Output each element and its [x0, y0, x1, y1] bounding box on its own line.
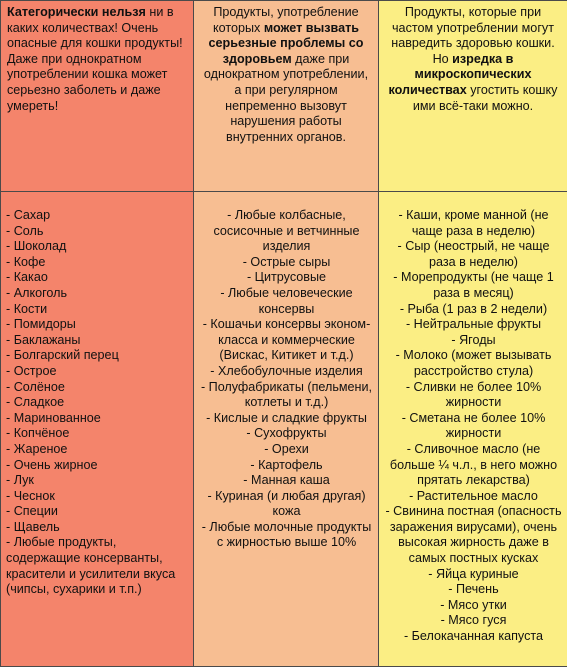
- list-item: - Болгарский перец: [6, 348, 119, 363]
- header-cell-forbidden: [1, 1, 194, 192]
- header-segment: может вызвать серьезные проблемы со здоровьем: [208, 20, 364, 66]
- list-item: - Манная каша: [243, 473, 330, 488]
- list-item: - Жареное: [6, 441, 68, 456]
- list-item: - Щавель: [6, 519, 60, 534]
- list-item: - Копчёное: [6, 426, 70, 441]
- list-item: - Специи: [6, 504, 58, 519]
- list-item: - Любые продукты, содержащие консерванты, красители и усилители вкуса (чипсы, сухарики и т.п.): [6, 535, 176, 597]
- list-item: - Морепродукты (не чаще 1 раза в месяц): [393, 270, 554, 300]
- list-item: - Хлебобулочные изделия: [210, 363, 363, 378]
- list-item: - Нейтральные фрукты: [405, 317, 541, 332]
- list-item: - Помидоры: [6, 317, 76, 332]
- header-segment: Продукты, употребление которых: [212, 5, 359, 35]
- list-item: - Какао: [6, 270, 48, 285]
- list-item: - Растительное масло: [409, 488, 538, 503]
- header-text-harmful: [200, 5, 372, 145]
- list-forbidden: [6, 208, 189, 598]
- list-item: - Солёное: [6, 379, 65, 394]
- list-item: - Лук: [6, 473, 34, 488]
- header-segment: изредка в микроскопических количествах: [388, 51, 532, 97]
- list-item: - Сухофрукты: [246, 426, 327, 441]
- list-item: - Сахар: [6, 208, 51, 222]
- list-item: - Картофель: [250, 457, 323, 472]
- list-item: - Сладкое: [6, 395, 65, 410]
- list-item: - Кости: [6, 301, 48, 316]
- list-item: - Яйца куриные: [428, 566, 519, 581]
- header-segment: ни в каких количествах! Очень опасные для кошки продукты! Даже при однократном употреблении кошка может серьезно заболеть и даже умереть!: [7, 5, 183, 113]
- header-segment: Но: [432, 51, 453, 66]
- list-item: - Свинина постная (опасность заражения вирусами), очень высокая жирность даже в самых постных кусках: [385, 504, 562, 566]
- list-item: - Любые колбасные, сосисочные и ветчинные изделия: [213, 208, 360, 254]
- header-segment: Продукты, которые при частом употреблении могут навредить здоровью кошки.: [391, 5, 555, 51]
- list-item: - Цитрусовые: [246, 270, 327, 285]
- header-text-forbidden: [7, 5, 187, 114]
- header-text-limited: [385, 5, 561, 114]
- header-cell-harmful: [194, 1, 379, 192]
- list-row: [1, 192, 567, 667]
- list-item: - Острое: [6, 363, 57, 378]
- list-item: - Сыр (неострый, не чаще раза в неделю): [397, 239, 550, 269]
- list-item: - Шоколад: [6, 239, 67, 254]
- list-item: - Мясо гуся: [440, 613, 507, 628]
- header-row: [1, 1, 567, 192]
- list-item: - Орехи: [264, 441, 309, 456]
- list-item: - Соль: [6, 223, 44, 238]
- header-segment: даже при однократном употреблении, а при регулярном непременно вызовут нарушения работы внутренних органов.: [203, 51, 369, 144]
- list-item: - Ягоды: [451, 332, 496, 347]
- list-cell-forbidden: [1, 192, 194, 667]
- list-item: - Острые сыры: [242, 254, 331, 269]
- list-item: - Каши, кроме манной (не чаще раза в неделю): [398, 208, 549, 238]
- list-item: - Куриная (и любая другая) кожа: [207, 488, 366, 519]
- list-item: - Сметана не более 10% жирности: [401, 410, 546, 441]
- list-item: - Кислые и сладкие фрукты: [206, 410, 367, 425]
- list-item: - Мясо утки: [440, 597, 507, 612]
- header-cell-limited: [379, 1, 567, 192]
- list-item: - Любые молочные продукты с жирностью выше 10%: [201, 519, 372, 550]
- header-segment: угостить кошку ими всё-таки можно.: [412, 82, 558, 113]
- list-item: - Любые человеческие консервы: [220, 285, 353, 316]
- list-item: - Рыба (1 раз в 2 недели): [399, 301, 548, 316]
- list-item: - Кошачьи консервы эконом-класса и коммерческие (Вискас, Китикет и т.д.): [202, 317, 371, 363]
- list-item: - Алкоголь: [6, 285, 68, 300]
- list-cell-limited: [379, 192, 567, 667]
- list-item: - Печень: [448, 582, 499, 597]
- list-item: - Сливочное масло (не больше ¼ ч.л., в него можно прятать лекарства): [389, 441, 558, 488]
- list-item: - Чеснок: [6, 488, 55, 503]
- header-segment: Категорически нельзя: [7, 5, 146, 19]
- list-item: - Полуфабрикаты (пельмени, котлеты и т.д.): [200, 379, 373, 410]
- list-cell-harmful: [194, 192, 379, 667]
- list-item: - Очень жирное: [6, 457, 98, 472]
- list-harmful: [199, 208, 374, 551]
- list-item: - Сливки не более 10% жирности: [405, 379, 542, 410]
- list-limited: [384, 208, 563, 645]
- list-item: - Кофе: [6, 254, 46, 269]
- list-item: - Баклажаны: [6, 332, 81, 347]
- list-item: - Белокачанная капуста: [403, 629, 544, 644]
- list-item: - Молоко (может вызывать расстройство стула): [395, 348, 552, 378]
- list-item: - Маринованное: [6, 410, 101, 425]
